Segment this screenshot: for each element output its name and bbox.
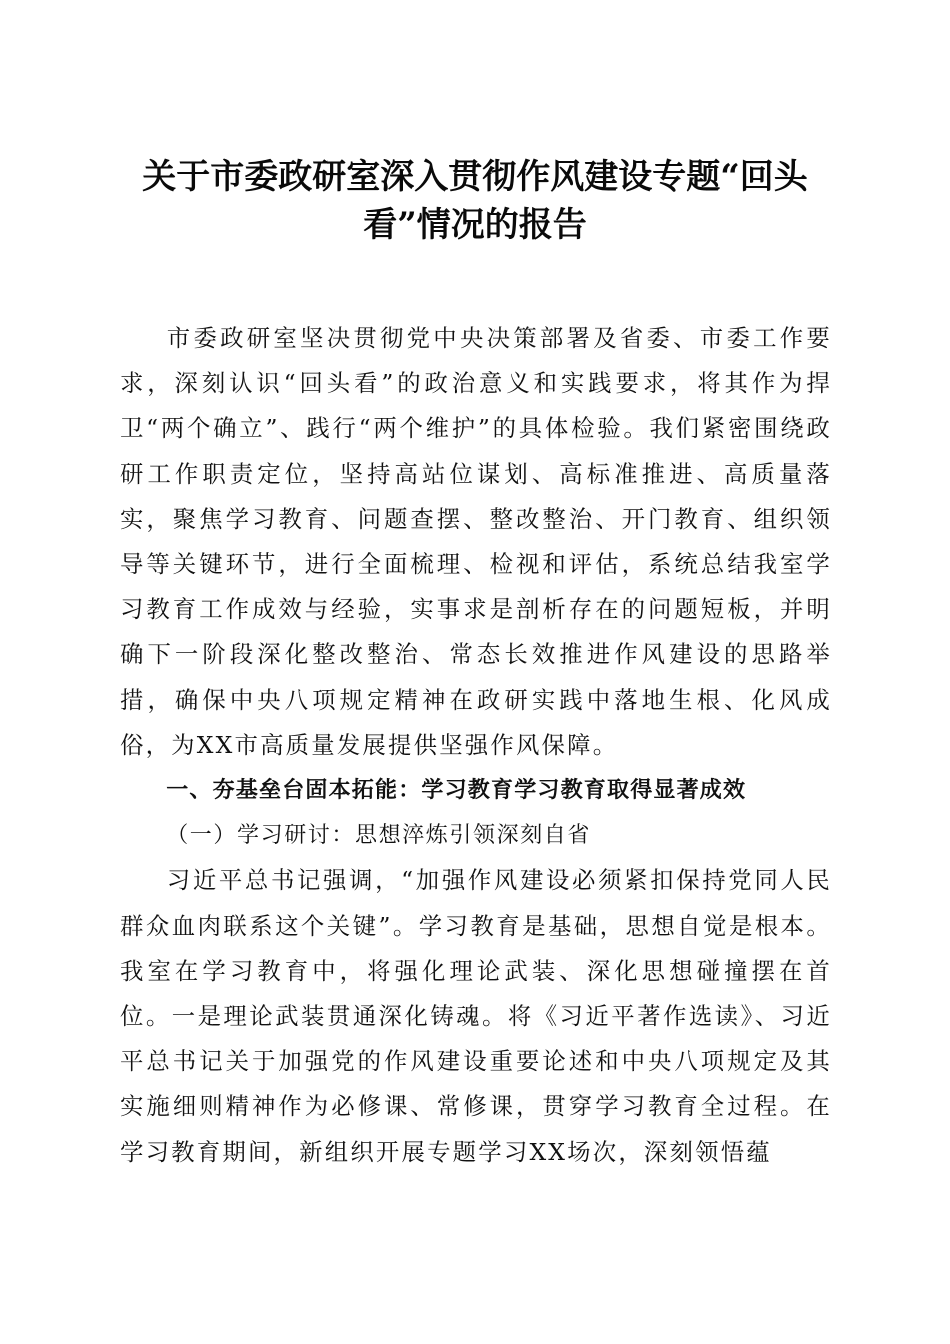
subsection-paragraph-1: 习近平总书记强调，“加强作风建设必须紧扣保持党同人民群众血肉联系这个关键”。学习教育是基础，思想自觉是根本。我室在学习教育中，将强化理论武装、深化思想碰撞摆在首位。一是理论武装贯通深化铸魂。将《习近平著作选读》、习近平总书记关于加强党的作风建设重要论述和中央八项规定及其实施细则精神作为必修课、常修课，贯穿学习教育全过程。在学习教育期间，新组织开展专题学习XX场次，深刻领悟蕴 bbox=[120, 866, 832, 1166]
section-heading-1: 一、夯基垒台固本拓能：学习教育学习教育取得显著成效 bbox=[166, 778, 747, 804]
intro-paragraph: 市委政研室坚决贯彻党中央决策部署及省委、市委工作要求，深刻认识“回头看”的政治意义和实践要求，将其作为捍卫“两个确立”、践行“两个维护”的具体检验。我们紧密围绕政研工作职责定位，坚持高站位谋划、高标准推进、高质量落实，聚焦学习教育、问题查摆、整改整治、开门教育、组织领导等关键环节，进行全面梳理、检视和评估，系统总结我室学习教育工作成效与经验，实事求是剖析存在的问题短板，并明确下一阶段深化整改整治、常态长效推进作风建设的思路举措，确保中央八项规定精神在政研实践中落地生根、化风成俗，为XX市高质量发展提供坚强作风保障。 bbox=[120, 324, 832, 759]
document-title: 关于市委政研室深入贯彻作风建设专题“回头看”情况的报告 bbox=[142, 157, 808, 245]
document-body bbox=[120, 316, 832, 1175]
subsection-heading-1: （一）学习研讨：思想淬炼引领深刻自省 bbox=[166, 823, 591, 849]
